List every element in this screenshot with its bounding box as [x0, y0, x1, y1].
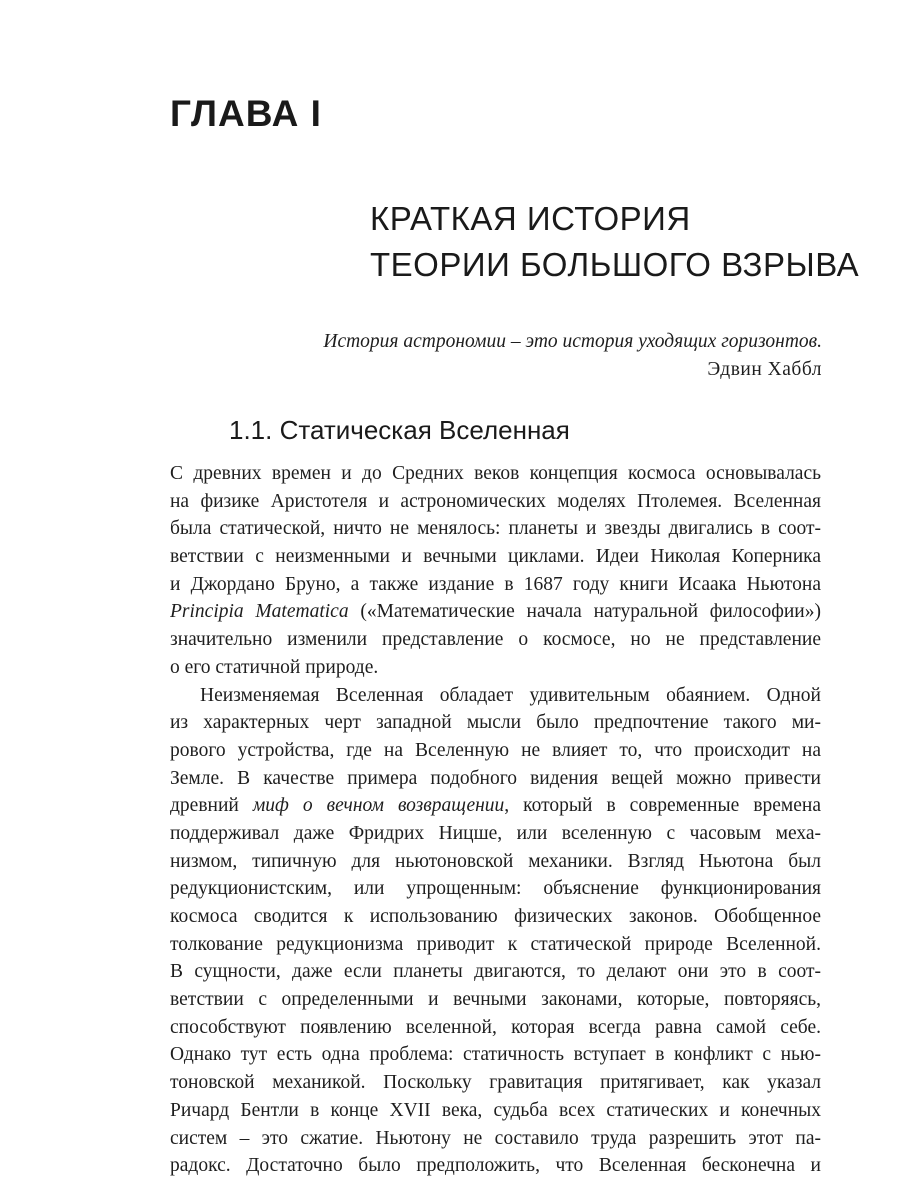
emphasis: миф о вечном возвращении [252, 795, 505, 817]
text-line: ветствии с неизменными и вечными циклами. Идеи Николая Коперника [170, 546, 821, 568]
text-line: Principia Matematica («Математические начала натуральной философии») [170, 601, 821, 623]
text-line: и Джордано Бруно, а также издание в 1687 году книги Исаака Ньютона [170, 573, 821, 595]
paragraph-1 [170, 460, 821, 682]
text-line: низмом, типичную для ньютоновской механики. Взгляд Ньютона был [170, 850, 821, 872]
text-line: была статической, ничто не менялось: планеты и звезды двигались в соот- [170, 518, 821, 540]
text-line: Земле. В качестве примера подобного видения вещей можно привести [170, 767, 821, 789]
text-line: способствуют появлению вселенной, которая всегда равна самой себе. [170, 1016, 821, 1038]
book-title: Principia Matematica [170, 601, 349, 623]
text-line: рового устройства, где на Вселенную не влияет то, что происходит на [170, 739, 821, 761]
text-line: радокс. Достаточно было предположить, что Вселенная бесконечна и [170, 1155, 821, 1177]
chapter-title-line: КРАТКАЯ ИСТОРИЯ [370, 200, 691, 237]
chapter-label: ГЛАВА I [170, 93, 322, 134]
text-line: толкование редукционизма приводит к статической природе Вселенной. [170, 933, 821, 955]
epigraph-quote: История астрономии – это история уходящих горизонтов. [323, 331, 822, 352]
chapter-title [370, 196, 859, 288]
body-text [170, 460, 821, 1180]
text-line: С древних времен и до Средних веков концепция космоса основывалась [170, 463, 821, 484]
text-line: Однако тут есть одна проблема: статичность вступает в конфликт с нью- [170, 1044, 821, 1066]
text-line: В сущности, даже если планеты двигаются, то делают они это в соот- [170, 961, 821, 983]
text-line: поддерживал даже Фридрих Ницше, или вселенную с часовым меха- [170, 822, 821, 844]
epigraph [323, 328, 822, 384]
text-line: древний миф о вечном возвращении, который в современные времена [170, 795, 821, 817]
text-line: из характерных черт западной мысли было предпочтение такого ми- [170, 712, 821, 734]
text-line: на физике Аристотеля и астрономических моделях Птолемея. Вселенная [170, 490, 821, 512]
text-line: ветствии с определенными и вечными законами, которые, повторяясь, [170, 989, 821, 1011]
text-line: редукционистским, или упрощенным: объяснение функционирования [170, 878, 821, 900]
chapter-title-line: ТЕОРИИ БОЛЬШОГО ВЗРЫВА [370, 246, 860, 283]
section-heading: 1.1. Статическая Вселенная [229, 415, 570, 445]
epigraph-author: Эдвин Хаббл [707, 359, 822, 380]
text-line: о его статичной природе. [170, 656, 379, 678]
text-line: космоса сводится к использованию физических законов. Обобщенное [170, 906, 821, 927]
text-line: значительно изменили представление о космосе, но не представление [170, 629, 821, 651]
paragraph-2 [170, 682, 821, 1180]
text-line: тоновской механикой. Поскольку гравитация притягивает, как указал [170, 1072, 821, 1094]
text-line: систем – это сжатие. Ньютону не составило труда разрешить этот па- [170, 1127, 821, 1149]
text-line: Неизменяемая Вселенная обладает удивительным обаянием. Одной [200, 684, 821, 706]
text-line: Ричард Бентли в конце XVII века, судьба всех статических и конечных [170, 1099, 821, 1121]
